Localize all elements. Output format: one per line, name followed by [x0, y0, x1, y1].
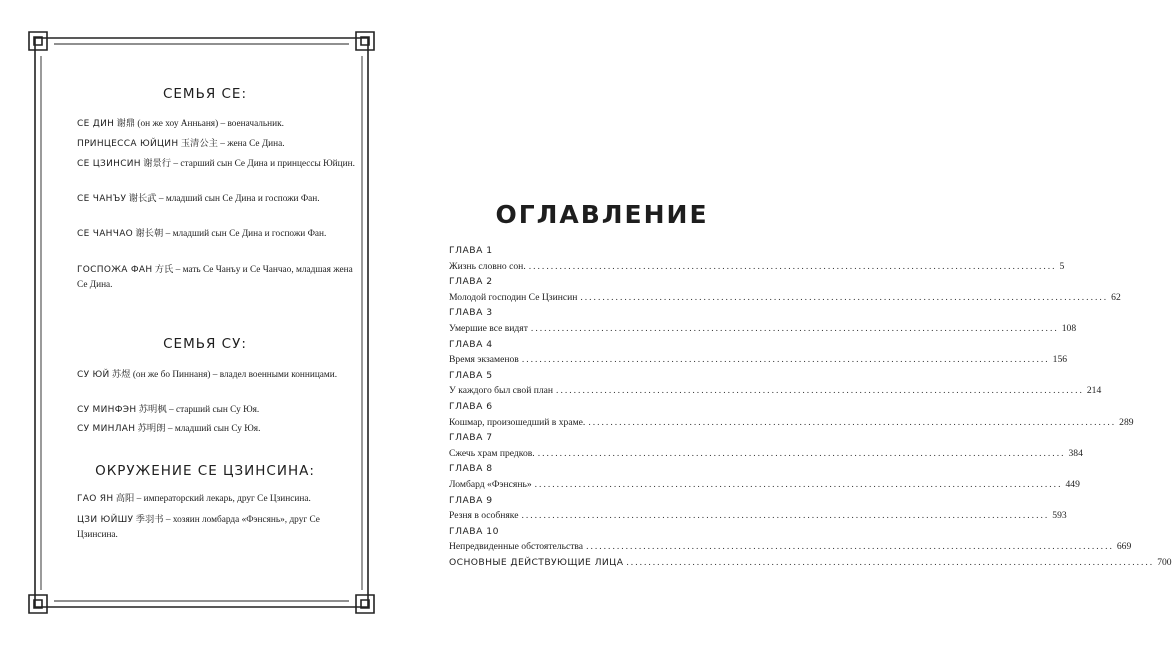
toc-entry[interactable] [449, 416, 1134, 430]
character-entry [77, 368, 357, 383]
character-name: ПРИНЦЕССА ЮЙЦИН [77, 139, 179, 149]
toc-leader-dots: ........................................................................................................................ [521, 354, 1050, 366]
toc-chapter-label: ГЛАВА 3 [449, 307, 493, 319]
toc-chapter-label: ГЛАВА 4 [449, 338, 493, 350]
toc-page-number: 700 [1157, 557, 1172, 568]
character-cjk: 玉清公主 [180, 139, 218, 149]
toc-entry-main-characters[interactable] [449, 556, 1172, 570]
toc-page-number: 289 [1119, 416, 1134, 428]
character-entry [77, 403, 357, 418]
toc-entry[interactable] [449, 384, 1102, 398]
toc-chapter-label: ГЛАВА 5 [449, 369, 493, 381]
toc-chapter-label: ГЛАВА 8 [449, 463, 493, 475]
character-cjk: 谢景行 [143, 159, 172, 169]
toc-page-number: 593 [1052, 510, 1067, 522]
toc-chapter-label: ГЛАВА 6 [449, 401, 493, 412]
character-entry [77, 513, 357, 543]
character-entry [77, 157, 357, 172]
character-desc: (он же бо Пиннаня) – владел военными конницами. [130, 370, 338, 380]
character-cjk: 季羽书 [135, 515, 164, 525]
character-entry [77, 227, 357, 242]
toc-entry-title: Жизнь словно сон. [449, 260, 526, 272]
toc-entry-title: Кошмар, произошедший в храме. [449, 416, 586, 428]
character-desc: (он же хоу Анньаня) – военачальник. [135, 119, 284, 129]
character-desc: – хозяин ломбарда «Фэнсянь», друг Се Цзинсина. [77, 515, 320, 540]
character-entry [77, 492, 357, 507]
toc-title: ОГЛАВЛЕНИЕ [495, 200, 709, 229]
character-name: ГОСПОЖА ФАН [77, 265, 153, 275]
character-desc: – младший сын Се Дина и госпожи Фан. [156, 194, 320, 204]
character-desc: – императорский лекарь, друг Се Цзинсина. [134, 494, 311, 504]
toc-entry[interactable] [449, 447, 1083, 461]
toc-entry[interactable] [449, 540, 1132, 554]
toc-page-number: 669 [1116, 541, 1132, 553]
toc-chapter-label: ГЛАВА 9 [449, 494, 493, 506]
toc-chapter-label: ГЛАВА 2 [449, 276, 493, 288]
character-cjk: 苏明枫 [138, 405, 167, 415]
toc-page-number: 214 [1086, 385, 1102, 397]
toc-entry-title: ОСНОВНЫЕ ДЕЙСТВУЮЩИЕ ЛИЦА [449, 557, 624, 568]
character-desc: – старший сын Су Юя. [166, 405, 260, 415]
character-name: СЕ ДИН [77, 119, 115, 129]
toc-entry-title: Молодой господин Се Цзинсин [449, 291, 578, 303]
toc-page-number: 384 [1068, 447, 1083, 459]
character-desc: – мать Се Чанъу и Се Чанчао, младшая жена Се Дина. [77, 265, 353, 290]
toc-entry-title: Ломбард «Фэнсянь» [449, 479, 532, 490]
section-title-circle: ОКРУЖЕНИЕ СЕ ЦЗИНСИНА: [95, 463, 315, 479]
toc-leader-dots: ........................................................................................................................ [537, 447, 1066, 459]
toc-entry[interactable] [449, 322, 1077, 336]
character-entry [77, 422, 357, 437]
toc-page-number: 449 [1065, 479, 1080, 490]
character-name: СУ МИНЛАН [77, 424, 136, 434]
character-name: СЕ ЦЗИНСИН [77, 159, 141, 169]
character-name: ГАО ЯН [77, 494, 114, 504]
toc-page-number: 108 [1061, 323, 1077, 334]
toc-entry[interactable] [449, 260, 1065, 274]
character-name: СЕ ЧАНЧАО [77, 229, 134, 239]
toc-page-number: 5 [1059, 260, 1065, 272]
toc-entry[interactable] [449, 509, 1067, 523]
toc-entry-title: Резня в особняке [449, 510, 519, 522]
section-title-family-se: СЕМЬЯ СЕ: [162, 86, 248, 102]
character-name: СЕ ЧАНЪУ [77, 194, 127, 204]
toc-entry[interactable] [449, 353, 1068, 367]
character-cjk: 方氏 [154, 265, 174, 275]
character-entry [77, 263, 357, 293]
toc-page-number: 156 [1052, 354, 1068, 366]
toc-leader-dots: ........................................................................................................................ [528, 260, 1057, 272]
toc-leader-dots: ........................................................................................................................ [521, 510, 1050, 522]
character-cjk: 苏煜 [111, 370, 131, 380]
character-entry [77, 192, 357, 207]
character-desc: – старший сын Се Дина и принцессы Юйцин. [171, 159, 355, 169]
section-title-family-su: СЕМЬЯ СУ: [163, 336, 247, 352]
toc-entry[interactable] [449, 478, 1080, 492]
toc-leader-dots: ........................................................................................................................ [588, 416, 1117, 428]
character-name: ЦЗИ ЮЙШУ [77, 515, 134, 525]
toc-entry-title: Умершие все видят [449, 323, 528, 334]
character-desc: – младший сын Су Юя. [165, 424, 261, 434]
toc-entry-title: Время экзаменов [449, 354, 519, 366]
character-name: СУ МИНФЭН [77, 405, 137, 415]
toc-entry-title: У каждого был свой план [449, 385, 554, 397]
toc-entry[interactable] [449, 291, 1121, 305]
toc-leader-dots: ........................................................................................................................ [534, 479, 1063, 490]
toc-leader-dots: ........................................................................................................................ [580, 291, 1109, 303]
toc-leader-dots: ........................................................................................................................ [626, 557, 1155, 568]
character-cjk: 高阳 [115, 494, 135, 504]
toc-leader-dots: ........................................................................................................................ [530, 323, 1059, 334]
character-cjk: 苏明朗 [137, 424, 166, 434]
toc-entry-title: Непредвиденные обстоятельства [449, 541, 584, 553]
character-desc: – младший сын Се Дина и госпожи Фан. [163, 229, 327, 239]
toc-entry-title: Сжечь храм предков. [449, 447, 535, 459]
toc-leader-dots: ........................................................................................................................ [556, 385, 1084, 397]
character-entry [77, 117, 357, 132]
character-cjk: 谢长武 [128, 194, 157, 204]
toc-chapter-label: ГЛАВА 10 [449, 525, 499, 537]
toc-leader-dots: ........................................................................................................................ [586, 541, 1114, 553]
character-name: СУ ЮЙ [77, 370, 110, 380]
character-cjk: 谢鼎 [116, 119, 136, 129]
character-cjk: 谢长朝 [135, 229, 164, 239]
character-desc: – жена Се Дина. [217, 139, 285, 149]
toc-chapter-label: ГЛАВА 1 [449, 245, 493, 256]
character-entry [77, 137, 357, 152]
toc-chapter-label: ГЛАВА 7 [449, 432, 493, 444]
toc-page-number: 62 [1111, 291, 1121, 303]
